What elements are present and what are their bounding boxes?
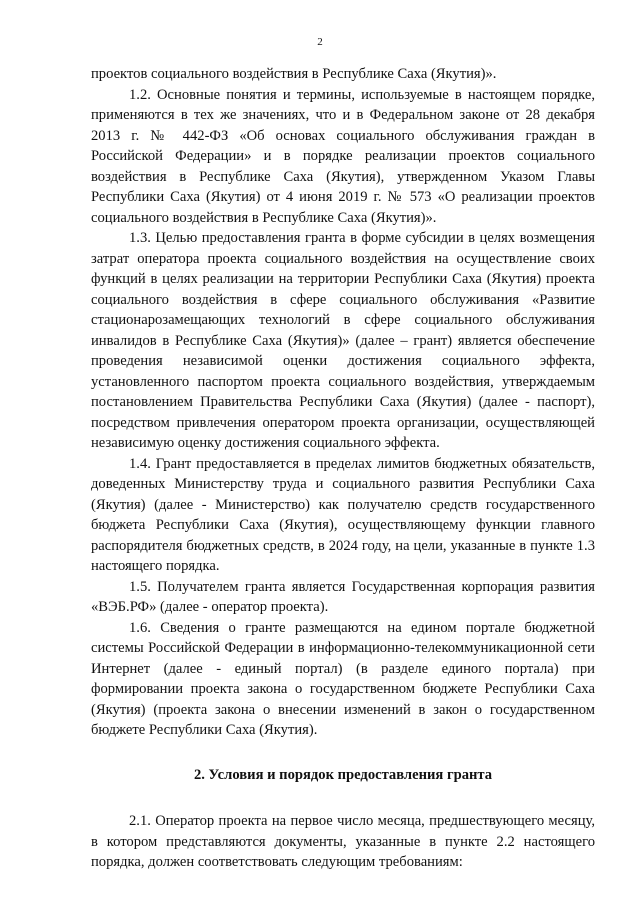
document-body <box>91 64 595 873</box>
paragraph-continuation: проектов социального воздействия в Республике Саха (Якутия)». <box>91 66 497 82</box>
page-number: 2 <box>317 36 323 48</box>
paragraph-1-2: 1.2. Основные понятия и термины, используемые в настоящем порядке, применяются в тех же значениях, что и в Федеральном законе от 28 декабря 2013 г. № 442-ФЗ «Об основах социального обслуживания граждан в Российской Федерации» и в порядке реализации проектов социального воздействия в Республике Саха (Якутия), утвержденном Указом Главы Республики Саха (Якутия) от 4 июня 2019 г. № 573 «О реализации проектов социального воздействия в Республике Саха (Якутия)». <box>91 86 595 226</box>
paragraph-2-1: 2.1. Оператор проекта на первое число месяца, предшествующего месяцу, в котором представляются документы, указанные в пункте 2.2 настоящего порядка, должен соответствовать следующим требованиям: <box>91 813 595 870</box>
section-heading: 2. Условия и порядок предоставления гранта <box>193 766 493 783</box>
paragraph-1-3: 1.3. Целью предоставления гранта в форме субсидии в целях возмещения затрат оператора проекта социального воздействия на осуществление своих функций в целях реализации на территории Республики Саха (Якутия) проекта социального воздействия в сфере социального обслуживания «Развитие стационарозамещающих технологий в сфере социального обслуживания инвалидов в Республике Саха (Якутия)» (далее – грант) является обеспечение проведения независимой оценки достижения социального эффекта, установленного паспортом проекта социального воздействия, утверждаемым постановлением Правительства Республики Саха (Якутия) (далее - паспорт), посредством привлечения оператором проекта организации, осуществляющей независимую оценку достижения социального эффекта. <box>91 230 595 451</box>
paragraph-1-5: 1.5. Получателем гранта является Государственная корпорация развития «ВЭБ.РФ» (далее - оператор проекта). <box>91 578 595 615</box>
paragraph-1-6: 1.6. Сведения о гранте размещаются на едином портале бюджетной системы Российской Федерации в информационно-телекоммуникационной сети Интернет (далее - единый портал) (в разделе единого портала) при формировании проекта закона о государственном бюджете Республики Саха (Якутия) (проекта закона о внесении изменений в закон о государственном бюджете Республики Саха (Якутия). <box>91 619 595 738</box>
paragraph-1-4: 1.4. Грант предоставляется в пределах лимитов бюджетных обязательств, доведенных Министерству труда и социального развития Республики Саха (Якутия) (далее - Министерство) как получателю средств государственного бюджета Республики Саха (Якутия), осуществляющему функции главного распорядителя бюджетных средств, в 2024 году, на цели, указанные в пункте 1.3 настоящего порядка. <box>91 455 595 574</box>
